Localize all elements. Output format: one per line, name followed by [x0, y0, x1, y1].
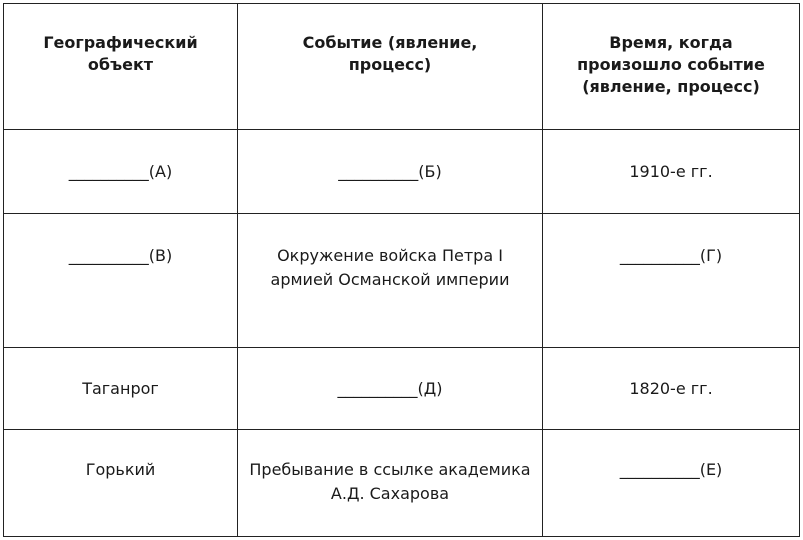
cell-time-g: __________(Г)	[543, 214, 800, 348]
header-row	[4, 4, 800, 130]
header-event: Событие (явление, процесс)	[238, 4, 543, 130]
cell-object: Горький	[4, 430, 238, 537]
cell-event-d: __________(Д)	[238, 348, 543, 430]
history-geography-table	[3, 3, 800, 537]
cell-time: 1910-е гг.	[543, 130, 800, 214]
cell-object-v: __________(В)	[4, 214, 238, 348]
cell-event-b: __________(Б)	[238, 130, 543, 214]
cell-time: 1820-е гг.	[543, 348, 800, 430]
cell-event: Окружение войска Петра I армией Османской империи	[238, 214, 543, 348]
cell-object-a: __________(А)	[4, 130, 238, 214]
table-row	[4, 348, 800, 430]
table-row	[4, 214, 800, 348]
cell-event: Пребывание в ссылке академика А.Д. Сахарова	[238, 430, 543, 537]
header-geographic-object: Географический объект	[4, 4, 238, 130]
header-time: Время, когда произошло событие (явление, процесс)	[543, 4, 800, 130]
table-row	[4, 430, 800, 537]
cell-time-e: __________(Е)	[543, 430, 800, 537]
cell-object: Таганрог	[4, 348, 238, 430]
table-row	[4, 130, 800, 214]
